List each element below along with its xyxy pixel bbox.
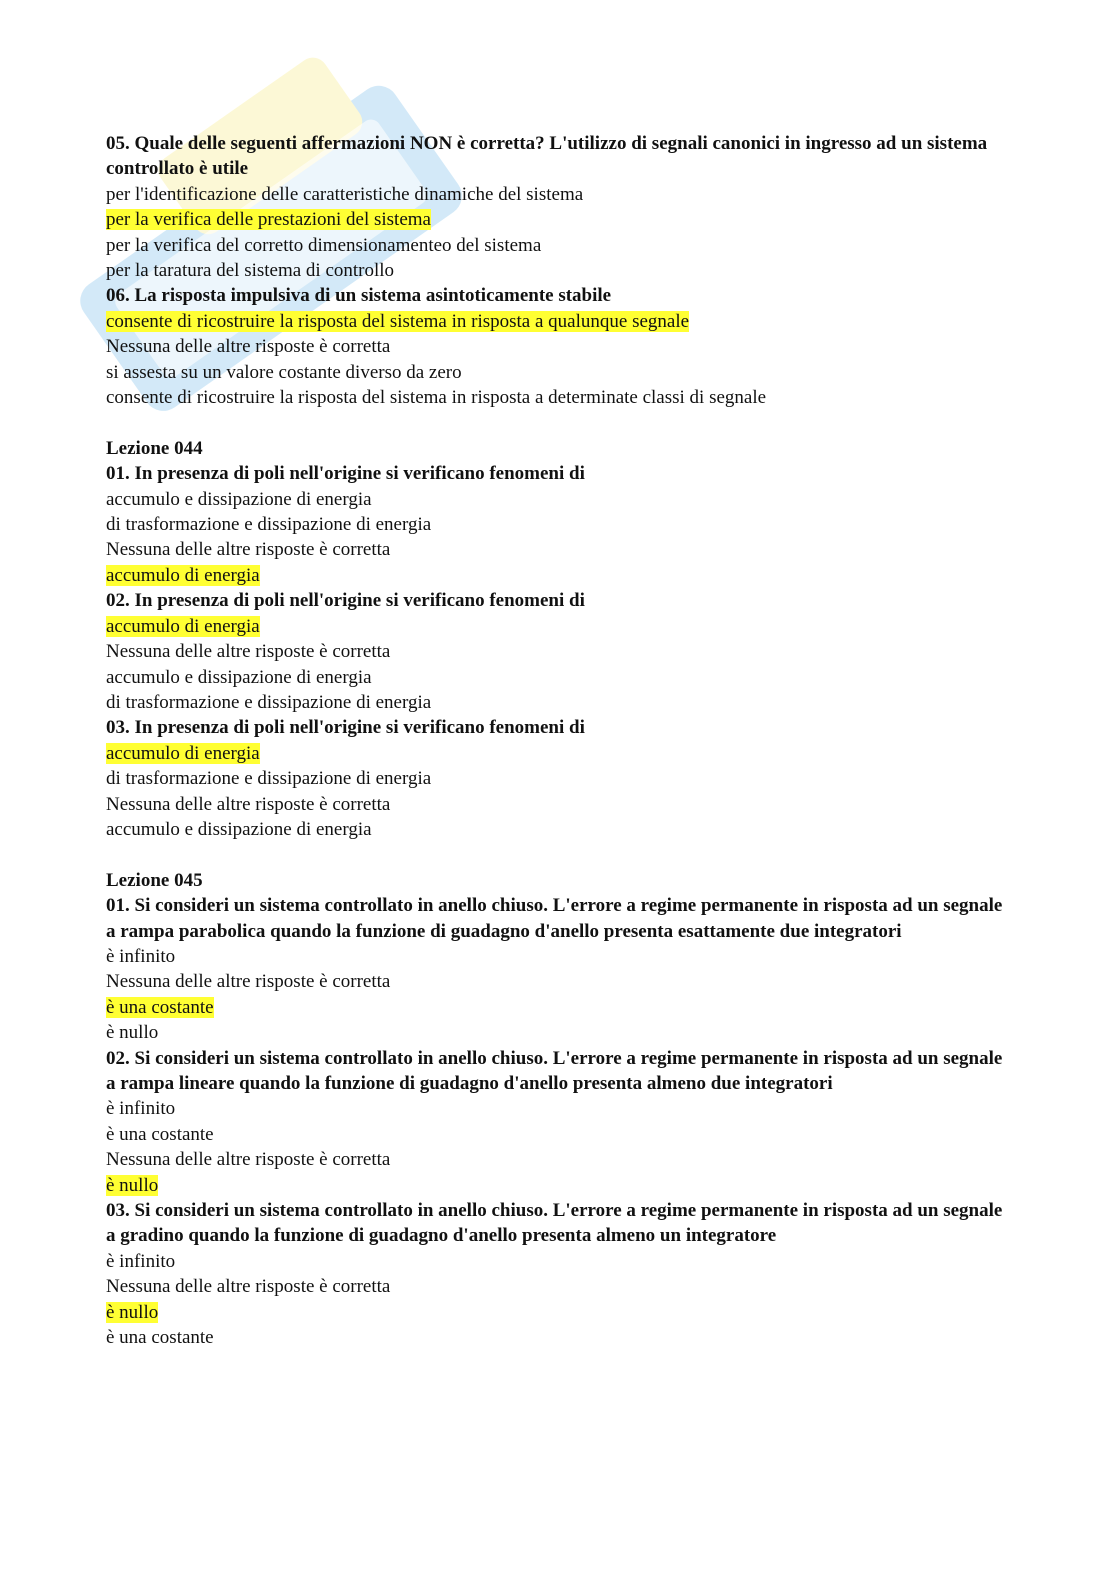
lesson-section	[106, 436, 1006, 843]
answer-text: consente di ricostruire la risposta del sistema in risposta a determinate classi di segnale	[106, 387, 767, 409]
answer-option	[106, 1122, 1006, 1147]
lesson-heading: Lezione 044	[106, 437, 203, 459]
answer-text: è nullo	[106, 1174, 159, 1196]
question-text: 03. Si consideri un sistema controllato in anello chiuso. L'errore a regime permanente in risposta ad un segnale a gradino quando la funzione di guadagno d'anello presenta almeno un integratore	[106, 1200, 1003, 1247]
answer-text: di trasformazione e dissipazione di energia	[106, 691, 432, 713]
answer-option	[106, 665, 1006, 690]
answer-option	[106, 334, 1006, 359]
answer-text: accumulo e dissipazione di energia	[106, 488, 372, 510]
answer-text: accumulo e dissipazione di energia	[106, 666, 372, 688]
answer-option	[106, 969, 1006, 994]
lesson-section	[106, 131, 1006, 410]
question-text: 02. Si consideri un sistema controllato in anello chiuso. L'errore a regime permanente in risposta ad un segnale a rampa lineare quando la funzione di guadagno d'anello presenta almeno due integratori	[106, 1047, 1003, 1094]
answer-option	[106, 817, 1006, 842]
answer-text: accumulo di energia	[106, 564, 260, 586]
answer-text: è nullo	[106, 1022, 159, 1044]
answer-option	[106, 1147, 1006, 1172]
answer-text: per la verifica del corretto dimensionamenteo del sistema	[106, 234, 542, 256]
answer-text: per l'identificazione delle caratteristiche dinamiche del sistema	[106, 183, 584, 205]
answer-option	[106, 690, 1006, 715]
answer-option	[106, 792, 1006, 817]
answer-text: si assesta su un valore costante diverso da zero	[106, 361, 462, 383]
answer-option-correct	[106, 1173, 1006, 1198]
answer-option	[106, 487, 1006, 512]
answer-text: Nessuna delle altre risposte è corretta	[106, 336, 391, 358]
answer-text: Nessuna delle altre risposte è corretta	[106, 1149, 391, 1171]
question-text: 02. In presenza di poli nell'origine si verificano fenomeni di	[106, 590, 585, 612]
answer-text: Nessuna delle altre risposte è corretta	[106, 1276, 391, 1298]
question-text: 03. In presenza di poli nell'origine si verificano fenomeni di	[106, 717, 585, 739]
answer-text: di trasformazione e dissipazione di energia	[106, 514, 432, 536]
question-text: 06. La risposta impulsiva di un sistema asintoticamente stabile	[106, 285, 612, 307]
question-text: 05. Quale delle seguenti affermazioni NON è corretta? L'utilizzo di segnali canonici in ingresso ad un sistema controllato è utile	[106, 133, 988, 180]
answer-option	[106, 512, 1006, 537]
question-text: 01. Si consideri un sistema controllato in anello chiuso. L'errore a regime permanente in risposta ad un segnale a rampa parabolica quando la funzione di guadagno d'anello presenta esattamente due integratori	[106, 895, 1003, 942]
answer-text: accumulo di energia	[106, 742, 260, 764]
answer-text: è infinito	[106, 945, 176, 967]
answer-option	[106, 182, 1006, 207]
answer-option	[106, 766, 1006, 791]
answer-text: per la verifica delle prestazioni del sistema	[106, 209, 431, 231]
answer-option-correct	[106, 1300, 1006, 1325]
answer-option	[106, 1096, 1006, 1121]
answer-text: è una costante	[106, 996, 214, 1018]
answer-option	[106, 1325, 1006, 1350]
answer-option	[106, 233, 1006, 258]
answer-text: Nessuna delle altre risposte è corretta	[106, 641, 391, 663]
answer-text: è infinito	[106, 1098, 176, 1120]
lesson-section	[106, 868, 1006, 1351]
answer-option	[106, 385, 1006, 410]
answer-option	[106, 360, 1006, 385]
answer-text: Nessuna delle altre risposte è corretta	[106, 971, 391, 993]
answer-text: accumulo di energia	[106, 615, 260, 637]
answer-text: è una costante	[106, 1123, 214, 1145]
answer-text: consente di ricostruire la risposta del sistema in risposta a qualunque segnale	[106, 310, 690, 332]
answer-text: è nullo	[106, 1301, 159, 1323]
answer-option-correct	[106, 614, 1006, 639]
answer-text: Nessuna delle altre risposte è corretta	[106, 539, 391, 561]
answer-option-correct	[106, 309, 1006, 334]
answer-option	[106, 1020, 1006, 1045]
answer-text: è una costante	[106, 1327, 214, 1349]
answer-option	[106, 1249, 1006, 1274]
answer-option-correct	[106, 741, 1006, 766]
answer-text: accumulo e dissipazione di energia	[106, 818, 372, 840]
answer-option	[106, 258, 1006, 283]
answer-text: è infinito	[106, 1250, 176, 1272]
answer-option-correct	[106, 995, 1006, 1020]
answer-option-correct	[106, 563, 1006, 588]
answer-text: Nessuna delle altre risposte è corretta	[106, 793, 391, 815]
answer-option	[106, 639, 1006, 664]
document-page	[106, 131, 1006, 1350]
answer-option	[106, 537, 1006, 562]
answer-option	[106, 944, 1006, 969]
answer-text: di trasformazione e dissipazione di energia	[106, 768, 432, 790]
answer-option-correct	[106, 207, 1006, 232]
answer-option	[106, 1274, 1006, 1299]
answer-text: per la taratura del sistema di controllo	[106, 260, 395, 282]
lesson-heading: Lezione 045	[106, 869, 203, 891]
question-text: 01. In presenza di poli nell'origine si verificano fenomeni di	[106, 463, 585, 485]
